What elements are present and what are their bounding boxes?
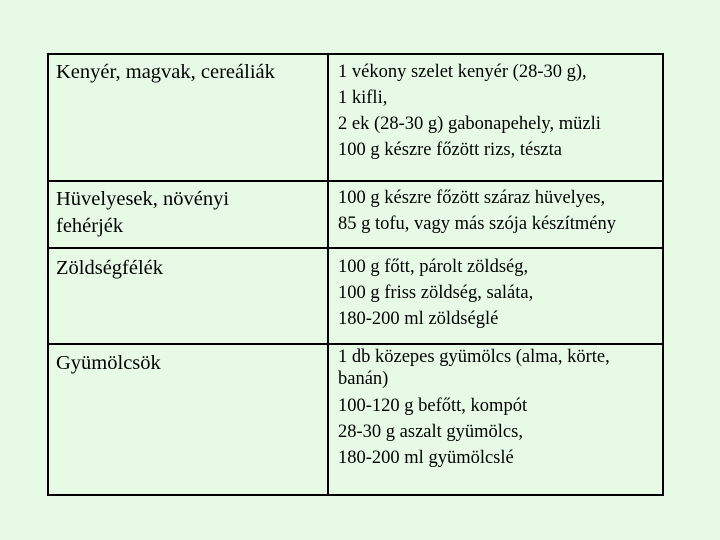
category-label: Kenyér, magvak, cereáliák xyxy=(56,61,275,83)
portion-line: 1 kifli, xyxy=(338,88,388,108)
category-cell-legumes xyxy=(56,186,229,240)
category-cell-bread xyxy=(56,59,275,86)
portion-line: 2 ek (28-30 g) gabonapehely, müzli xyxy=(338,114,601,134)
row-divider-2 xyxy=(49,247,662,249)
portion-line: 100 g friss zöldség, saláta, xyxy=(338,283,534,303)
category-label: Hüvelyesek, növényi xyxy=(56,188,230,210)
portion-cell-bread xyxy=(338,59,601,163)
portion-line: 180-200 ml gyümölcslé xyxy=(338,448,514,468)
category-cell-fruits xyxy=(56,350,161,377)
portion-line: banán) xyxy=(338,369,389,389)
category-label: fehérjék xyxy=(56,215,124,237)
portion-line: 180-200 ml zöldséglé xyxy=(338,309,499,329)
portion-cell-vegetables xyxy=(338,254,533,332)
row-divider-3 xyxy=(49,343,662,345)
portion-line: 1 db közepes gyümölcs (alma, körte, xyxy=(338,347,610,367)
category-cell-vegetables xyxy=(56,255,163,282)
portion-line: 1 vékony szelet kenyér (28-30 g), xyxy=(338,62,587,82)
row-divider-1 xyxy=(49,180,662,182)
category-label: Zöldségfélék xyxy=(56,257,164,279)
portion-cell-fruits xyxy=(338,346,610,471)
portion-line: 100-120 g befőtt, kompót xyxy=(338,396,528,416)
portion-line: 100 g készre főzött rizs, tészta xyxy=(338,140,562,160)
column-divider xyxy=(327,55,329,494)
portion-cell-legumes xyxy=(338,185,616,237)
portion-line: 100 g főtt, párolt zöldség, xyxy=(338,257,529,277)
portion-line: 28-30 g aszalt gyümölcs, xyxy=(338,422,523,442)
portion-line: 100 g készre főzött száraz hüvelyes, xyxy=(338,188,606,208)
portion-line: 85 g tofu, vagy más szója készítmény xyxy=(338,214,616,234)
category-label: Gyümölcsök xyxy=(56,352,161,374)
